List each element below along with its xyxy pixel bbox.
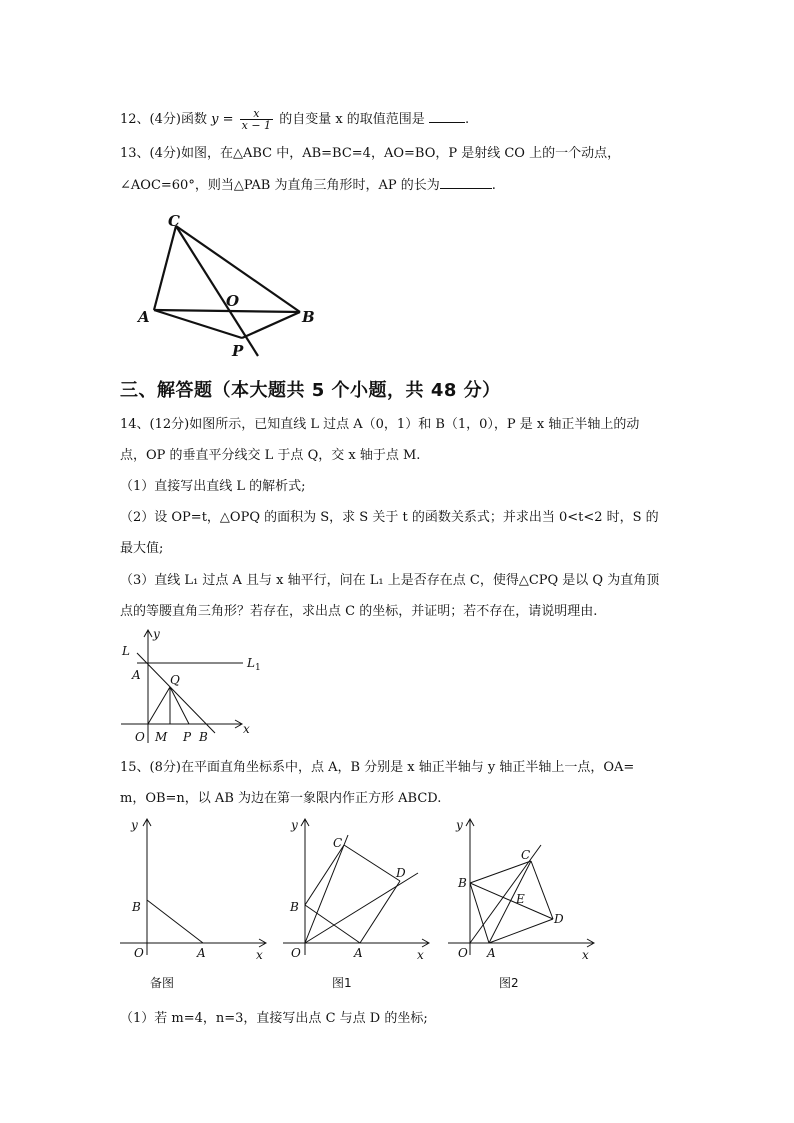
spare-label-O: O: [134, 946, 144, 960]
q13-answer-blank: [440, 176, 492, 189]
fig1-seg-AB: [305, 905, 360, 943]
fig1-ray-OC: [305, 835, 348, 943]
q12-y-eq: y =: [211, 112, 234, 127]
q14-label-P: P: [183, 730, 192, 744]
q14-label-y: y: [153, 627, 160, 641]
q13-seg-AP: [154, 310, 242, 338]
q14-line-L: [137, 653, 215, 733]
q14-label-L1-sub: 1: [254, 663, 261, 673]
q14-seg-QP: [170, 687, 189, 724]
spare-label-B: B: [132, 900, 141, 914]
q14-label-Q: Q: [170, 673, 180, 687]
fig2-label-x: x: [582, 948, 589, 962]
q13-line1: 13、(4分)如图，在△ABC 中，AB=BC=4，AO=BO，P 是射线 CO 上的一个动点，: [120, 146, 621, 161]
q13-seg-BP: [242, 312, 300, 338]
fig2-diag-BD: [470, 883, 553, 919]
q15-figure-1: [278, 815, 438, 965]
q12-end: .: [464, 112, 470, 127]
q14-label-B: B: [199, 730, 208, 744]
q12-fraction: [240, 108, 273, 131]
q13-line2: [120, 176, 496, 195]
q15-line2: m，OB=n，以 AB 为边在第一象限内作正方形 ABCD.: [120, 791, 442, 806]
fig2-seg-DA: [489, 919, 553, 943]
spare-label-y: y: [131, 818, 138, 832]
q12-suffix: 的自变量 x 的取值范围是: [279, 112, 425, 127]
q14-part1: （1）直接写出直线 L 的解析式;: [120, 479, 306, 494]
fig2-label-D: D: [554, 912, 564, 926]
fig2-label-B: B: [458, 876, 467, 890]
fig1-label-C: C: [333, 836, 343, 850]
q12-frac-den: x − 1: [241, 119, 272, 132]
fig1-label-y: y: [291, 818, 298, 832]
q14-part3a: （3）直线 L₁ 过点 A 且与 x 轴平行，问在 L₁ 上是否存在点 C，使得△CPQ 是以 Q 为直角顶: [120, 573, 660, 588]
q14-part3b: 点的等腰直角三角形？若存在，求出点 C 的坐标，并证明；若不存在，请说明理由.: [120, 604, 598, 619]
q13-line2-text: ∠AOC=60°，则当△PAB 为直角三角形时，AP 的长为: [120, 178, 440, 193]
fig1-label-D: D: [396, 866, 406, 880]
fig2-label-y: y: [456, 818, 463, 832]
q14-label-O: O: [135, 730, 145, 744]
fig2-label-A: A: [487, 946, 496, 960]
q13-end: .: [491, 178, 496, 193]
q14-part2b: 最大值;: [120, 541, 164, 556]
q13-label-C: C: [168, 212, 180, 230]
q14-label-x: x: [243, 722, 250, 736]
q12-answer-blank: [429, 110, 465, 123]
q14-label-L: L: [122, 644, 130, 658]
q15-line1: 15、(8分)在平面直角坐标系中，点 A，B 分别是 x 轴正半轴与 y 轴正半轴上一点，OA=: [120, 760, 635, 775]
fig2-seg-AB: [470, 883, 489, 943]
q14-label-L1-main: L: [247, 656, 255, 670]
q15-part1: （1）若 m=4，n=3，直接写出点 C 与点 D 的坐标;: [120, 1011, 428, 1026]
q15-caption-2: 图2: [499, 976, 519, 990]
fig2-label-O: O: [458, 946, 468, 960]
q13-figure: [130, 210, 330, 360]
q13-seg-CA: [154, 226, 176, 310]
fig2-seg-CD: [531, 861, 553, 919]
q14-line1: 14、(12分)如图所示，已知直线 L 过点 A（0，1）和 B（1，0），P 是 x 轴正半轴上的动: [120, 417, 640, 432]
spare-seg-AB: [147, 900, 203, 943]
q14-figure: [115, 625, 265, 750]
spare-label-x: x: [256, 948, 263, 962]
q14-label-A: A: [132, 668, 141, 682]
q13-label-B: B: [302, 308, 315, 326]
fig2-label-C: C: [521, 848, 531, 862]
q14-seg-OQ: [148, 687, 170, 724]
q12-prefix: 12、(4分)函数: [120, 112, 207, 127]
section3-title: 三、解答题（本大题共 5 个小题，共 48 分）: [120, 380, 501, 401]
q14-line2: 点，OP 的垂直平分线交 L 于点 Q，交 x 轴于点 M.: [120, 448, 421, 463]
fig1-label-B: B: [290, 900, 299, 914]
q12-line: [120, 108, 469, 131]
fig1-label-x: x: [417, 948, 424, 962]
q13-seg-AB: [154, 310, 300, 312]
fig1-seg-DA: [360, 881, 400, 943]
q15-caption-1: 图1: [332, 976, 352, 990]
fig1-ray-OD: [305, 873, 418, 943]
q15-caption-spare: 备图: [150, 976, 175, 990]
fig2-label-E: E: [516, 892, 525, 906]
fig1-seg-BC: [305, 845, 344, 905]
q12-frac-num: x: [240, 108, 273, 120]
fig1-label-A: A: [354, 946, 363, 960]
q15-figure-spare: [115, 815, 275, 965]
q15-figure-2: [443, 815, 603, 965]
spare-label-A: A: [197, 946, 206, 960]
q13-label-P: P: [232, 342, 244, 360]
q14-label-M: M: [155, 730, 168, 744]
fig2-ray-O: [470, 845, 541, 943]
q13-label-O: O: [226, 292, 240, 310]
q14-label-L1: [246, 656, 261, 673]
q14-part2a: （2）设 OP=t，△OPQ 的面积为 S，求 S 关于 t 的函数关系式；并求出当 0<t<2 时，S 的: [120, 510, 659, 525]
q13-label-A: A: [138, 308, 150, 326]
fig1-seg-CD: [344, 845, 400, 881]
fig1-label-O: O: [291, 946, 301, 960]
